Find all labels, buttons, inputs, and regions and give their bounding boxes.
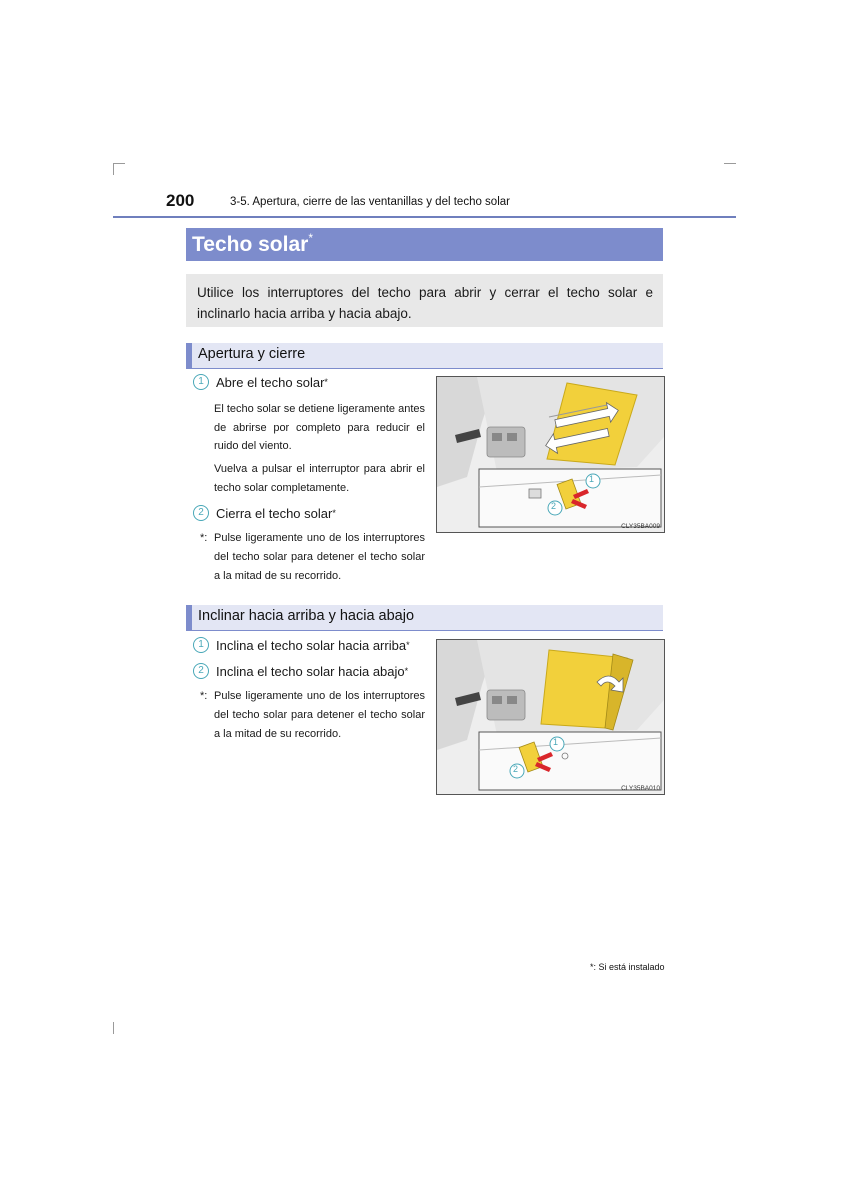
intro-text: Utilice los interruptores del techo para abrir y cerrar el techo solar e inclinarlo hacia arriba y hacia abajo. [197,285,653,321]
chapter-title: 3-5. Apertura, cierre de las ventanillas y del techo solar [230,196,510,208]
asterisk: * [404,666,409,676]
note [200,687,425,744]
figure-id: CLY35BA010 [621,785,660,792]
note-text: Pulse ligeramente uno de los interruptores del techo solar para detener el techo solar a la mitad de su recorrido. [214,532,425,582]
figure-id: CLY35BA009 [621,523,660,530]
section-heading-tilt: Inclinar hacia arriba y hacia abajo [186,605,663,631]
page-number: 200 [166,191,195,210]
illustration-drawing [437,640,664,794]
step-tilt-up [193,637,410,653]
sunroof-open-close-illustration [436,376,665,533]
callout-2: 2 [513,764,519,774]
note-text: Pulse ligeramente uno de los interruptores del techo solar para detener el techo solar a la mitad de su recorrido. [214,690,425,740]
crop-mark [724,163,736,164]
step-number: 1 [193,637,209,653]
note [200,529,425,586]
crop-mark [113,163,114,175]
sunroof-tilt-illustration [436,639,665,795]
step-close [193,505,336,521]
step-label: Cierra el techo solar [216,505,333,521]
step-description: El techo solar se detiene ligeramente antes de abrirse por completo para reducir el ruido del viento. [214,403,425,452]
step-open [193,374,328,390]
asterisk: * [324,377,328,387]
step-label: Inclina el techo solar hacia abajo [216,663,405,679]
footnote: *: Si está instalado [590,962,665,972]
asterisk: * [406,640,410,650]
asterisk: * [332,508,336,518]
note-asterisk: *: [200,532,208,544]
step-number: 1 [193,374,209,390]
callout-1: 1 [553,737,559,747]
section-heading-open-close: Apertura y cierre [186,343,663,369]
intro-box [186,274,663,327]
step-number: 2 [193,663,209,679]
step-label: Abre el techo solar [216,374,325,390]
step-tilt-down [193,663,408,679]
crop-mark [113,163,125,164]
step-label: Inclina el techo solar hacia arriba [216,637,407,653]
title-asterisk: * [308,231,313,245]
note-asterisk: *: [200,690,208,702]
header-rule [113,216,736,218]
crop-mark [113,1022,114,1034]
page-title-bar [186,228,663,261]
callout-1: 1 [589,474,595,484]
step-description: Vuelva a pulsar el interruptor para abrir el techo solar completamente. [214,463,425,494]
page-title: Techo solar* [192,231,313,256]
step-number: 2 [193,505,209,521]
callout-2: 2 [551,501,557,511]
